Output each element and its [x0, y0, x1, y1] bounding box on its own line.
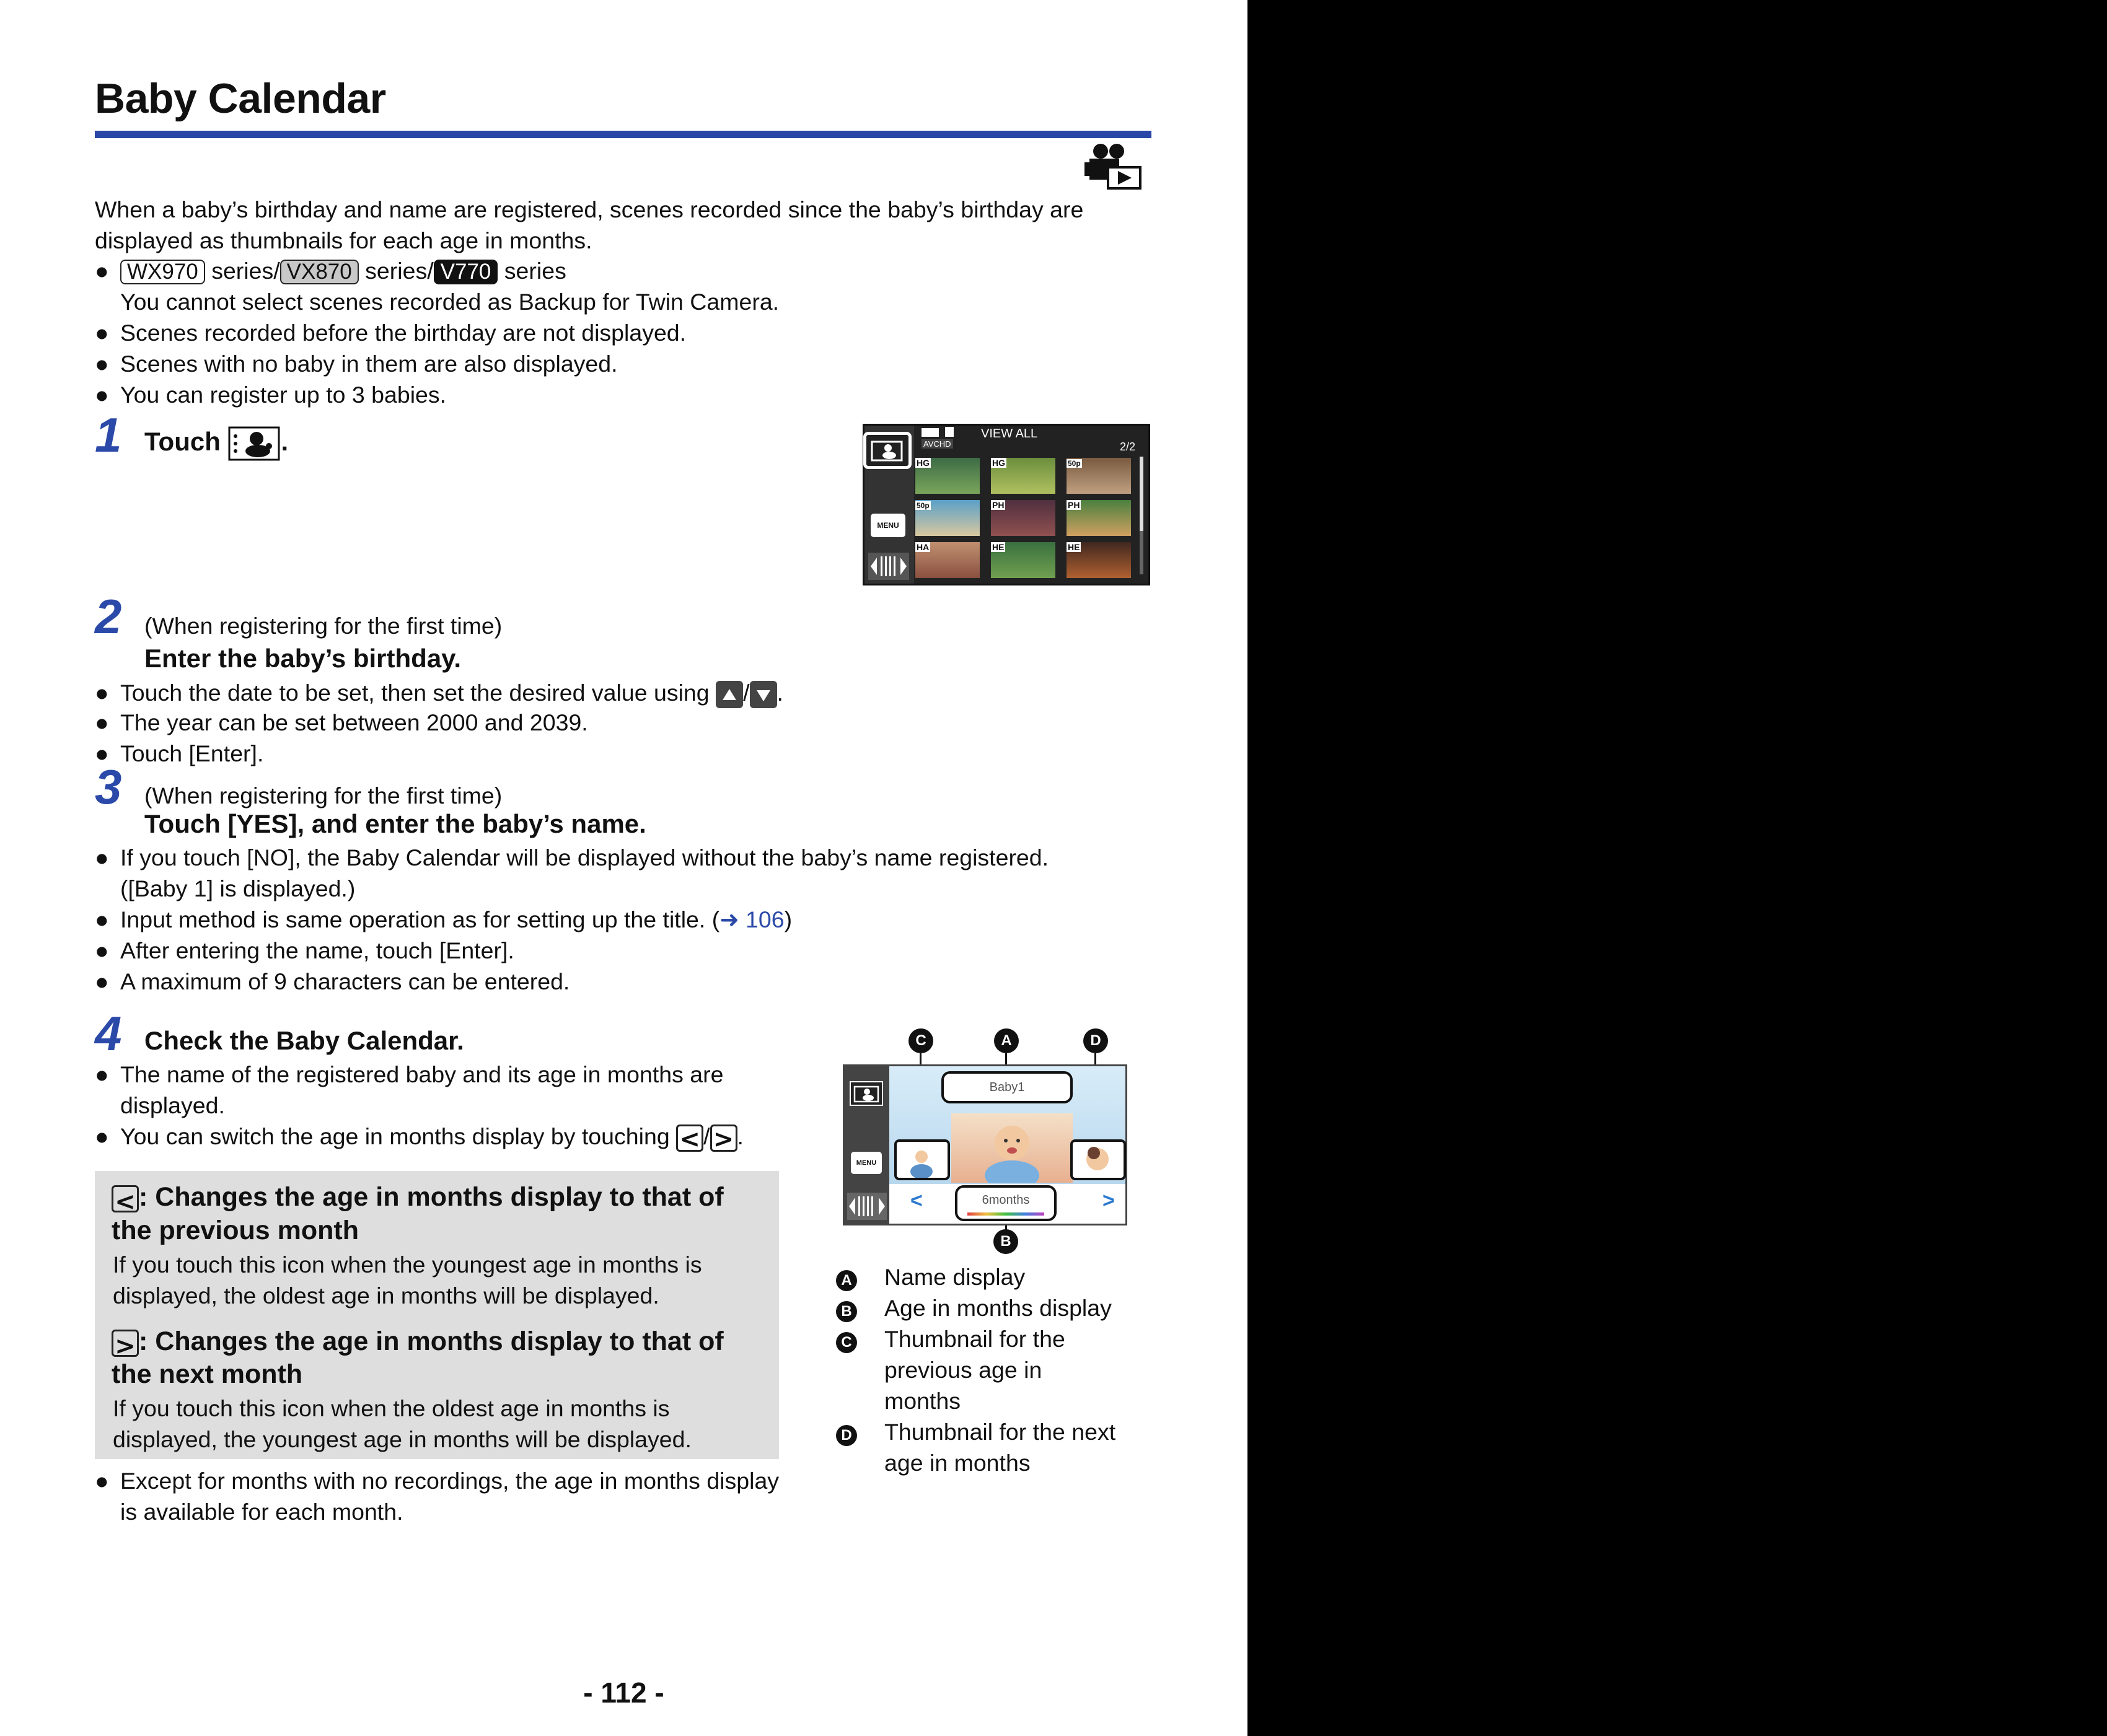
model-sep: series/ [365, 258, 434, 284]
baby-calendar-icon [852, 1083, 882, 1104]
model-sep: series/ [211, 258, 280, 284]
thumbnail-screen [863, 424, 1150, 585]
prev-month-button [676, 1124, 703, 1152]
step4-heading: Check the Baby Calendar. [144, 1026, 464, 1055]
step3-precondition: (When registering for the first time) [144, 783, 503, 809]
menu-button[interactable]: MENU [851, 1152, 882, 1174]
legend-label: Thumbnail for the [884, 1326, 1065, 1352]
model-tag-vx870: VX870 [280, 260, 359, 284]
page-number: - 112 - [583, 1677, 664, 1709]
chevron-left-icon: < [115, 1187, 136, 1216]
step1-heading: Touch . [144, 425, 288, 462]
marker-c: C [908, 1028, 933, 1053]
name-display: Baby1 [941, 1071, 1073, 1103]
card-icon [945, 427, 954, 437]
next-month-button [710, 1124, 737, 1152]
up-arrow-button [716, 681, 743, 708]
baby-calendar-screen [843, 1064, 1127, 1225]
playback-nav-icon[interactable] [868, 553, 909, 580]
video-playback-mode-icon [1082, 140, 1144, 190]
format-label: AVCHD [922, 439, 953, 449]
legend-item: D [836, 1416, 857, 1447]
baby-calendar-icon [869, 438, 905, 463]
up-arrow-icon [723, 689, 736, 700]
step-number: 2 [95, 589, 122, 644]
down-arrow-button [750, 681, 777, 708]
legend-label: Age in months display [884, 1295, 1112, 1321]
note-text: displayed, the oldest age in months will be displayed. [113, 1282, 659, 1309]
playback-nav-icon[interactable] [847, 1193, 887, 1220]
down-arrow-icon [757, 690, 770, 701]
marker-b: B [993, 1229, 1018, 1254]
list-item-continuation: displayed. [120, 1092, 225, 1118]
next-month-arrow[interactable]: > [1102, 1189, 1115, 1212]
baby-calendar-button[interactable] [863, 432, 912, 469]
model-tag-wx970: WX970 [120, 260, 205, 284]
step2-precondition: (When registering for the first time) [144, 613, 503, 639]
legend-label: months [884, 1388, 961, 1414]
legend-item: B [836, 1292, 857, 1323]
video-thumbnail[interactable]: HG [991, 458, 1055, 494]
note-text: If you touch this icon when the oldest age in months is [113, 1395, 670, 1421]
scroll-thumb[interactable] [1140, 457, 1143, 531]
next-age-thumbnail[interactable] [1070, 1139, 1126, 1180]
model-note: You cannot select scenes recorded as Backup for Twin Camera. [120, 289, 780, 315]
baby-photo [1073, 1142, 1124, 1178]
marker-a: A [994, 1028, 1019, 1053]
chevron-right-icon: > [115, 1331, 136, 1361]
list-item-continuation: is available for each month. [120, 1499, 403, 1525]
note-box: < : Changes the age in months display to that of the previous month If you touch this icon when the youngest age in months is displayed, the oldest age in months will be displayed. > : Changes the age in months display to that of the next month If you touch this icon when the oldest age in months is displayed, the youngest age in months will be displayed. [95, 1171, 779, 1459]
bullet: ● [95, 258, 109, 284]
page-reference-link[interactable]: ➜ 106 [719, 906, 785, 932]
chevron-right-icon: > [713, 1125, 734, 1154]
video-thumbnail[interactable]: HE [1067, 542, 1131, 578]
marker-d: D [1083, 1028, 1108, 1053]
step3-heading: Touch [YES], and enter the baby’s name. [144, 809, 646, 838]
baby-photo [951, 1113, 1073, 1183]
video-thumbnail[interactable]: PH [991, 500, 1055, 536]
intro-text: When a baby’s birthday and name are registered, scenes recorded since the baby’s birthday are displayed as thumbnails for each age in months. [95, 196, 1084, 253]
legend-label: previous age in [884, 1357, 1042, 1383]
legend-label: Thumbnail for the next [884, 1419, 1116, 1445]
baby-photo [897, 1142, 948, 1178]
age-color-bar [967, 1212, 1044, 1216]
model-sep: series [504, 258, 566, 284]
video-thumbnail[interactable]: PH [1067, 500, 1131, 536]
model-tag-v770: V770 [434, 260, 498, 284]
video-thumbnail[interactable]: HG [915, 458, 980, 494]
baby-calendar-icon [228, 425, 281, 462]
legend-label: Name display [884, 1264, 1026, 1290]
prev-month-arrow[interactable]: < [910, 1189, 923, 1212]
video-thumbnail[interactable]: HA [915, 542, 980, 578]
legend-item: C [836, 1323, 857, 1354]
page-title: Baby Calendar [95, 75, 386, 122]
list-item-continuation: ([Baby 1] is displayed.) [120, 875, 356, 901]
video-thumbnail[interactable]: HE [991, 542, 1055, 578]
age-in-months-display: 6months [955, 1185, 1057, 1221]
legend-label: age in months [884, 1450, 1031, 1476]
legend-item: A [836, 1261, 857, 1292]
note-heading: the previous month [112, 1216, 359, 1245]
video-thumbnail[interactable]: 50p [915, 500, 980, 536]
next-month-button [112, 1330, 139, 1361]
step-number: 4 [95, 1006, 122, 1061]
prev-age-thumbnail[interactable] [894, 1139, 950, 1180]
title-rule [95, 131, 1151, 138]
step-number: 3 [95, 760, 122, 814]
view-mode-label: VIEW ALL [981, 427, 1038, 441]
prev-month-button [112, 1185, 139, 1216]
note-text: If you touch this icon when the youngest age in months is [113, 1252, 702, 1278]
page-indicator: 2/2 [1120, 441, 1136, 453]
camera-mode-icon [922, 428, 939, 437]
step2-heading: Enter the baby’s birthday. [144, 644, 462, 673]
manual-page: Baby Calendar When a baby’s birthday and name are registered, scenes recorded since the baby’s birthday are displayed as thumbnails for each age in months. ● WX970 series/ VX870 series/ V770 series You cannot select scenes recorded as Backup for Twin Camera. ● Scenes recorded before the birthday are not displayed. ● Scenes with no baby in them are also displayed. ● You can register up to 3 babies. 1 Touch . MENU AVCHD VIEW ALL 2/2 HG HG 50p 50p PH PH HA HE HE 2 (When registering for the first time) Enter the baby’s birthday. ● Touch the date to be set, then set the desired value using / . ● The year can be set between 2000 and 2039. ● Touch [Enter]. 3 (When registering for the first time) Touch [YES], and enter the baby’s name. ● If you touch [NO], the Baby Calendar will be displayed without the baby’s name registered. ([Baby 1] is displayed.) ● Input method is same operation as for setting up the title. (➜ 106) ● After entering the name, touch [Enter]. ● A maximum of 9 characters can be entered. 4 Check the Baby Calendar. ● The name of the registered baby and its age in months are displayed. ● You can switch the age in months display by touching < / > . < : Changes the age in months display to that of the previous month If you touch this icon when the youngest age in months is displayed, the oldest age in months will be displayed. > : Changes the age in months display to that of the next month If you touch this icon when the oldest age in months is displayed, the youngest age in months will be displayed. ● Except for months with no recordings, the age in months display is available for each month. C A D B MENU Baby1 < > 6months A Name display B Age in months display C Thumbnail for the previous age in months D Thumbnail for the next age in months - 112 - [0, 0, 1247, 1736]
baby-calendar-button[interactable] [850, 1081, 883, 1106]
note-heading: the next month [112, 1359, 303, 1389]
note-text: displayed, the youngest age in months will be displayed. [113, 1426, 692, 1452]
video-thumbnail[interactable]: 50p [1067, 458, 1131, 494]
menu-button[interactable]: MENU [871, 514, 905, 537]
step-number: 1 [95, 408, 122, 462]
main-thumbnail[interactable] [951, 1113, 1073, 1183]
chevron-left-icon: < [679, 1125, 700, 1154]
